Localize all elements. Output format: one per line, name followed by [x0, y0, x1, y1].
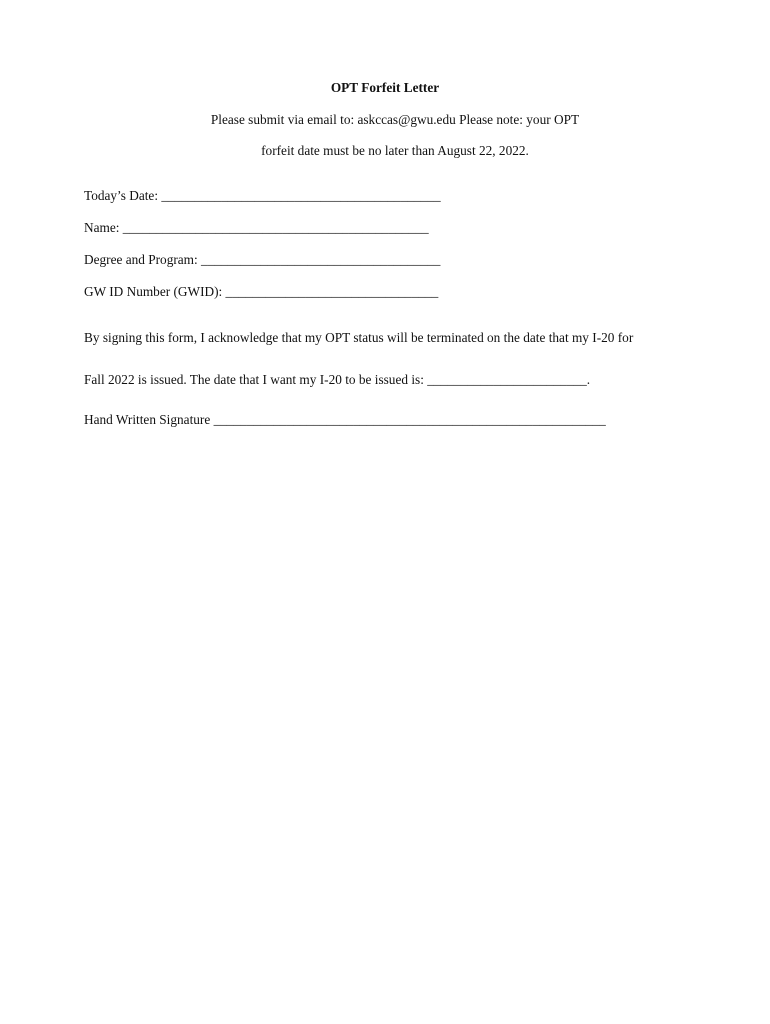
document-title: OPT Forfeit Letter	[330, 80, 440, 95]
instructions-line-2: forfeit date must be no later than August 22, 2022.	[261, 143, 529, 158]
name-field: Name: ______________________________________________	[84, 220, 429, 235]
gwid-field: GW ID Number (GWID): ________________________________	[84, 284, 439, 299]
todays-date-field: Today’s Date: __________________________________________	[84, 188, 441, 203]
acknowledgement-line-1: By signing this form, I acknowledge that my OPT status will be terminated on the date that my I-20 for	[84, 330, 634, 345]
instructions-line-1: Please submit via email to: askccas@gwu.edu Please note: your OPT	[210, 112, 580, 127]
signature-field: Hand Written Signature ___________________________________________________________	[84, 412, 606, 427]
degree-program-field: Degree and Program: ____________________________________	[84, 252, 441, 267]
acknowledgement-line-2: Fall 2022 is issued. The date that I want my I-20 to be issued is: ________________________.	[84, 372, 591, 387]
